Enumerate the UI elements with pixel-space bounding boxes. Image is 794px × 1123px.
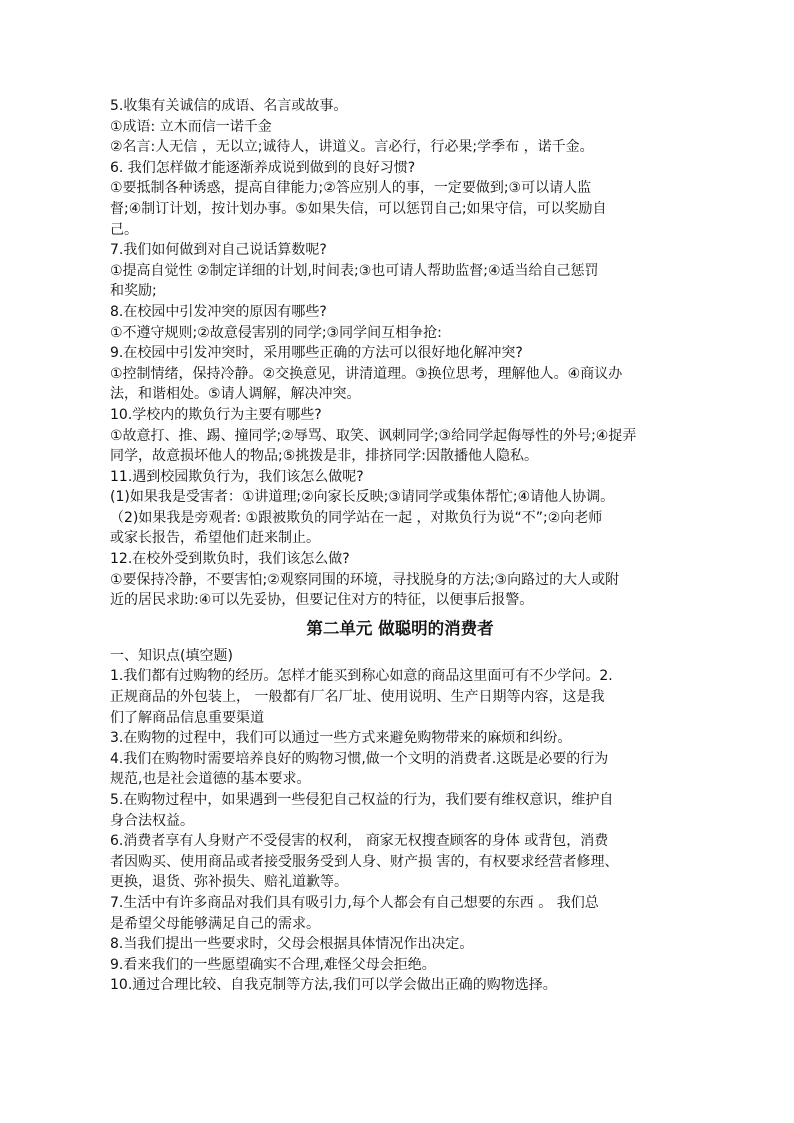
text-line: 11.遇到校园欺负行为，我们该怎么做呢?	[110, 468, 364, 485]
text-line: 10.学校内的欺负行为主要有哪些?	[110, 406, 322, 423]
text-line: 己。	[110, 221, 138, 238]
text-line: 近的居民求助:④可以先妥协，但要记住对方的特征，以便事后报警。	[110, 592, 534, 609]
text-line: 们了解商品信息重要渠道	[110, 709, 264, 726]
text-line: 5.在购物过程中，如果遇到一些侵犯自己权益的行为，我们要有维权意识，维护自	[110, 792, 614, 808]
text-line: 7.生活中有许多商品对我们具有吸引力,每个人都会有自己想要的东西 。 我们总	[110, 894, 599, 911]
section-moral-qa	[110, 96, 690, 611]
text-line: 5.收集有关诚信的成语、名言或故事。	[110, 98, 348, 114]
text-line: 4.我们在购物时需要培养良好的购物习惯,做一个文明的消费者.这既是必要的行为	[110, 750, 609, 767]
text-line: 一、知识点(填空题)	[110, 647, 233, 664]
text-line: 7.我们如何做到对自己说话算数呢?	[110, 242, 327, 259]
text-line: 同学，故意损坏他人的物品;⑤挑拨是非，排挤同学:因散播他人隐私。	[110, 448, 538, 465]
text-line: ①故意打、推、踢、撞同学;②辱骂、取笑、讽刺同学;③给同学起侮辱性的外号;④捉弄	[110, 427, 637, 444]
text-line: 者因购买、使用商品或者接受服务受到人身、财产损 害的，有权要求经营者修理、	[110, 853, 619, 870]
section-smart-consumer	[110, 646, 690, 996]
text-line: 1.我们都有过购物的经历。怎样才能买到称心如意的商品这里面可有不少学问。2.	[110, 668, 613, 685]
text-line: 或家长报告，希望他们赶来制止。	[110, 530, 320, 547]
text-line: 正规商品的外包装上， 一般都有厂名厂址、使用说明、生产日期等内容，这是我	[110, 689, 605, 706]
text-line: 更换，退货、弥补损失、赔礼道歉等。	[110, 874, 348, 891]
text-line: 规范,也是社会道德的基本要求。	[110, 771, 311, 788]
text-line: ①要保持冷静，不要害怕;②观察同围的环境，寻找脱身的方法;③向路过的大人或附	[110, 571, 620, 588]
text-line: 6. 我们怎样做才能逐渐养成说到做到的良好习惯?	[110, 159, 416, 176]
text-line: （2)如果我是旁观者: ①跟被欺负的同学站在一起 ，对欺负行为说“不”;②向老师	[110, 509, 603, 526]
text-line: 3.在购物的过程中，我们可以通过一些方式来避免购物带来的麻烦和纠纷。	[110, 730, 572, 747]
text-line: ①控制情绪，保持冷静。②交换意见，讲清道理。③换位思考，理解他人。④商议办	[110, 365, 623, 382]
text-line: 身合法权益。	[110, 812, 194, 829]
text-line: 9.看来我们的一些愿望确实不合理,难怪父母会拒绝。	[110, 956, 436, 973]
text-line: 和奖励;	[110, 283, 157, 300]
text-line: 6.消费者享有人身财产不受侵害的权利， 商家无权搜查顾客的身体 或背包，消费	[110, 833, 609, 850]
text-line: ①要抵制各种诱惑，提高自律能力;②答应别人的事，一定要做到;③可以请人监	[110, 180, 592, 197]
text-line: ①提高自觉性 ②制定详细的计划,时间表;③也可请人帮助监督;④适当给自己惩罚	[110, 262, 599, 279]
text-line: 8.在校园中引发冲突的原因有哪些?	[110, 303, 327, 320]
text-line: (1)如果我是受害者：①讲道理;②向家长反映;③请同学或集体帮忙;④请他人协调。	[110, 489, 615, 506]
text-line: 9.在校园中引发冲突时，采用哪些正确的方法可以很好地化解冲突?	[110, 345, 523, 362]
unit-title: 第二单元 做聪明的消费者	[306, 618, 494, 638]
text-line: 是希望父母能够满足自己的需求。	[110, 915, 320, 932]
text-line: 12.在校外受到欺负时，我们该怎么做?	[110, 551, 350, 568]
text-line: 法，和谐相处。⑤请人调解，解决冲突。	[110, 386, 361, 403]
text-line: 10.通过合理比较、自我克制等方法,我们可以学会做出正确的购物选择。	[110, 977, 557, 994]
text-line: 8.当我们提出一些要求时，父母会根据具体情况作出决定。	[110, 936, 474, 953]
text-line: ②名言:人无信 ，无以立;诚待人，讲道义。言必行，行必果;学季布 ，诺千金。	[110, 139, 594, 156]
text-line: ①成语: 立木而信一诺千金	[110, 118, 272, 135]
text-line: 督;④制订计划，按计划办事。⑤如果失信，可以惩罚自己;如果守信，可以奖励自	[110, 200, 607, 217]
document-page	[110, 96, 690, 996]
text-line: ①不遵守规则;②故意侵害别的同学;③同学间互相争抢:	[110, 324, 442, 341]
